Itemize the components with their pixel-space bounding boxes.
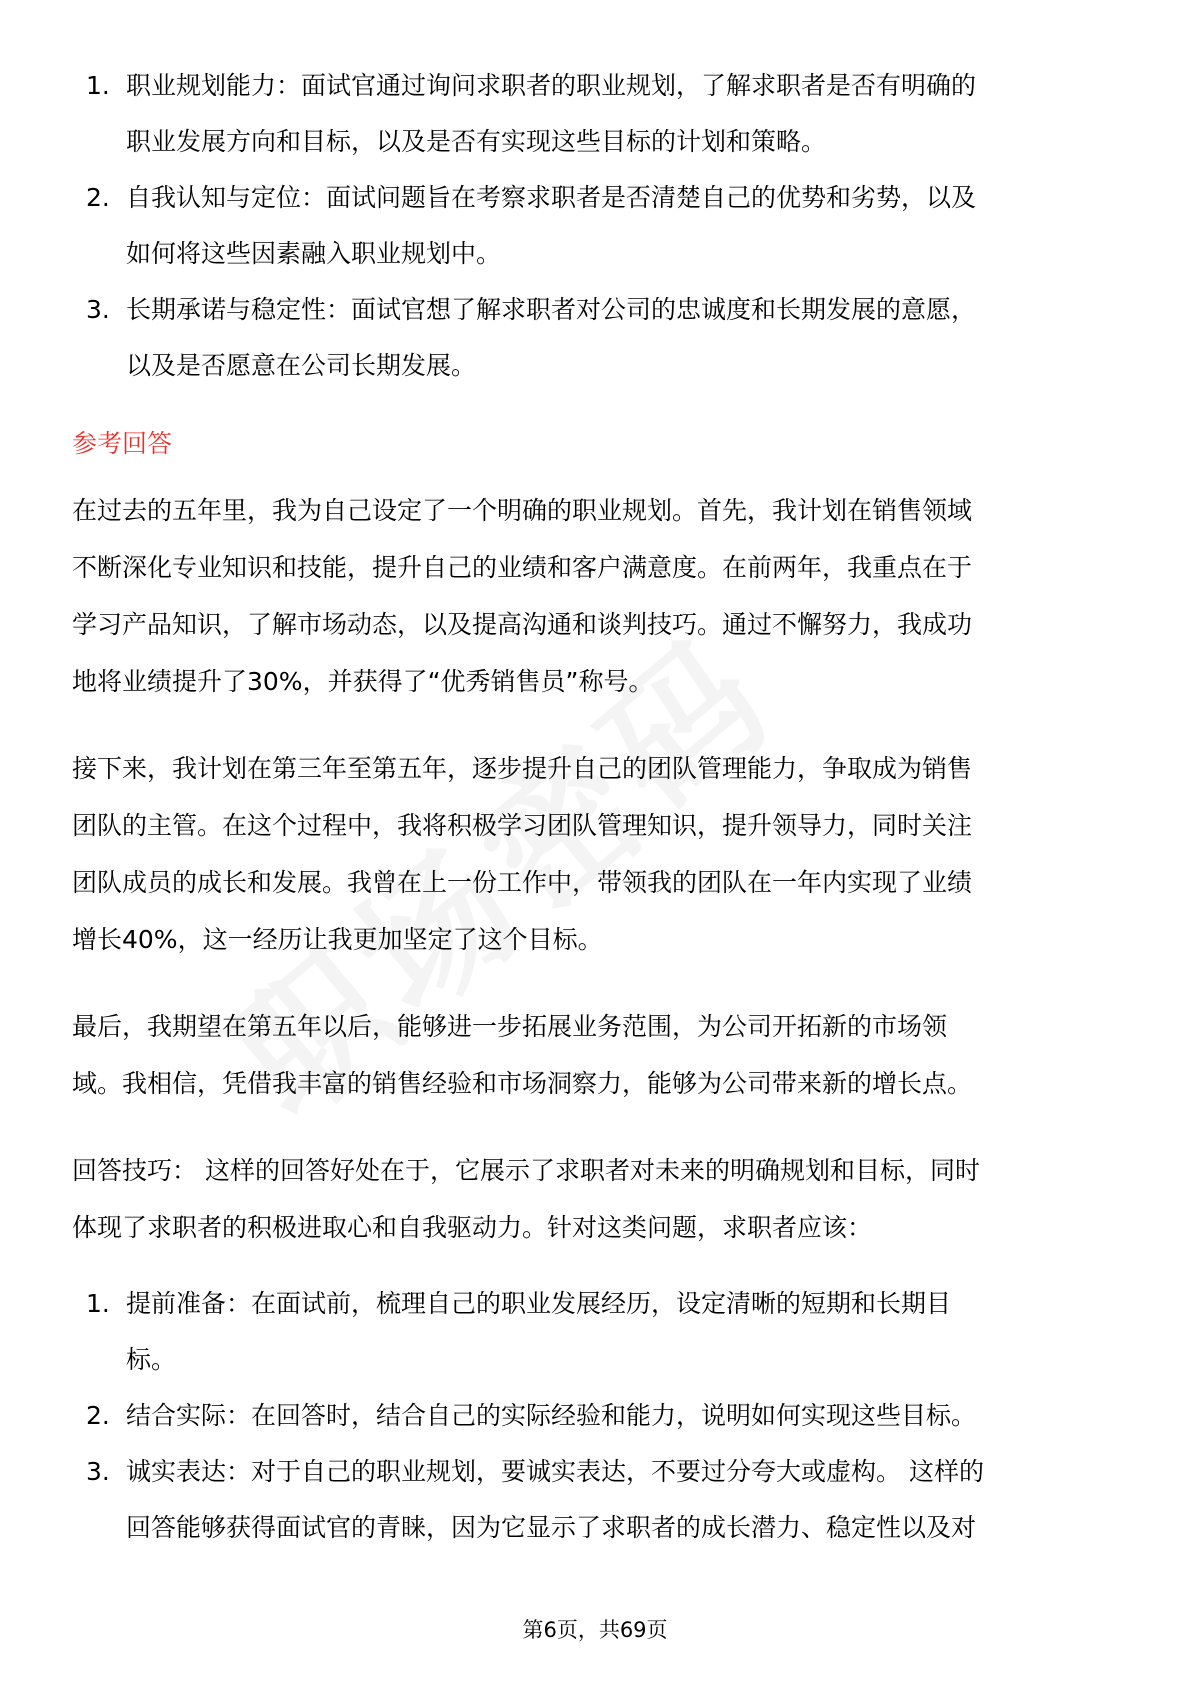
tips-list — [72, 1276, 1122, 1556]
list-marker: 1. — [86, 71, 110, 100]
list-marker: 2. — [86, 183, 110, 212]
list-item-line: 结合实际：在回答时，结合自己的实际经验和能力，说明如何实现这些目标。 — [126, 1401, 977, 1430]
section-heading: 参考回答 — [72, 429, 173, 458]
paragraph-line: 不断深化专业知识和技能，提升自己的业绩和客户满意度。在前两年，我重点在于 — [72, 553, 973, 582]
list-item — [72, 1444, 1122, 1556]
paragraph-line: 地将业绩提升了30%，并获得了“优秀销售员”称号。 — [72, 667, 654, 696]
tips-paragraph — [72, 1142, 1122, 1256]
list-marker: 1. — [86, 1289, 110, 1318]
criteria-list — [72, 58, 1122, 394]
paragraph-line: 在过去的五年里，我为自己设定了一个明确的职业规划。首先，我计划在销售领域 — [72, 496, 973, 525]
paragraph-line: 学习产品知识，了解市场动态，以及提高沟通和谈判技巧。通过不懈努力，我成功 — [72, 610, 973, 639]
list-item-line: 长期承诺与稳定性：面试官想了解求职者对公司的忠诚度和长期发展的意愿， — [126, 295, 977, 324]
list-item — [72, 1388, 1122, 1444]
list-item-line: 标。 — [126, 1345, 177, 1374]
list-marker: 3. — [86, 1457, 110, 1486]
page-content — [72, 58, 1122, 1556]
list-item-line: 职业规划能力：面试官通过询问求职者的职业规划，了解求职者是否有明确的 — [126, 71, 977, 100]
paragraph-line: 团队成员的成长和发展。我曾在上一份工作中，带领我的团队在一年内实现了业绩 — [72, 868, 973, 897]
list-marker: 3. — [86, 295, 110, 324]
list-marker: 2. — [86, 1401, 110, 1430]
list-item-line: 如何将这些因素融入职业规划中。 — [126, 239, 502, 268]
list-item-line: 提前准备：在面试前，梳理自己的职业发展经历，设定清晰的短期和长期目 — [126, 1289, 952, 1318]
paragraph-line: 最后，我期望在第五年以后，能够进一步拓展业务范围，为公司开拓新的市场领 — [72, 1012, 948, 1041]
paragraph-line: 增长40%，这一经历让我更加坚定了这个目标。 — [72, 925, 603, 954]
list-item-line: 以及是否愿意在公司长期发展。 — [126, 351, 477, 380]
list-item-line: 诚实表达：对于自己的职业规划，要诚实表达，不要过分夸大或虚构。 这样的 — [126, 1457, 984, 1486]
list-item — [72, 58, 1122, 170]
list-item-line: 自我认知与定位：面试问题旨在考察求职者是否清楚自己的优势和劣势，以及 — [126, 183, 977, 212]
paragraph-line: 回答技巧： 这样的回答好处在于，它展示了求职者对未来的明确规划和目标，同时 — [72, 1156, 980, 1185]
paragraph-line: 体现了求职者的积极进取心和自我驱动力。针对这类问题，求职者应该： — [72, 1213, 873, 1242]
paragraph-line: 域。我相信，凭借我丰富的销售经验和市场洞察力，能够为公司带来新的增长点。 — [72, 1069, 973, 1098]
paragraph — [72, 998, 1122, 1112]
paragraph-line: 接下来，我计划在第三年至第五年，逐步提升自己的团队管理能力，争取成为销售 — [72, 754, 973, 783]
list-item — [72, 282, 1122, 394]
paragraph-line: 团队的主管。在这个过程中，我将积极学习团队管理知识，提升领导力，同时关注 — [72, 811, 973, 840]
paragraph — [72, 740, 1122, 968]
list-item-line: 回答能够获得面试官的青睐，因为它显示了求职者的成长潜力、稳定性以及对 — [126, 1513, 977, 1542]
list-item-line: 职业发展方向和目标，以及是否有实现这些目标的计划和策略。 — [126, 127, 827, 156]
page-number: 第6页，共69页 — [522, 1618, 668, 1642]
paragraph — [72, 482, 1122, 710]
list-item — [72, 170, 1122, 282]
list-item — [72, 1276, 1122, 1388]
